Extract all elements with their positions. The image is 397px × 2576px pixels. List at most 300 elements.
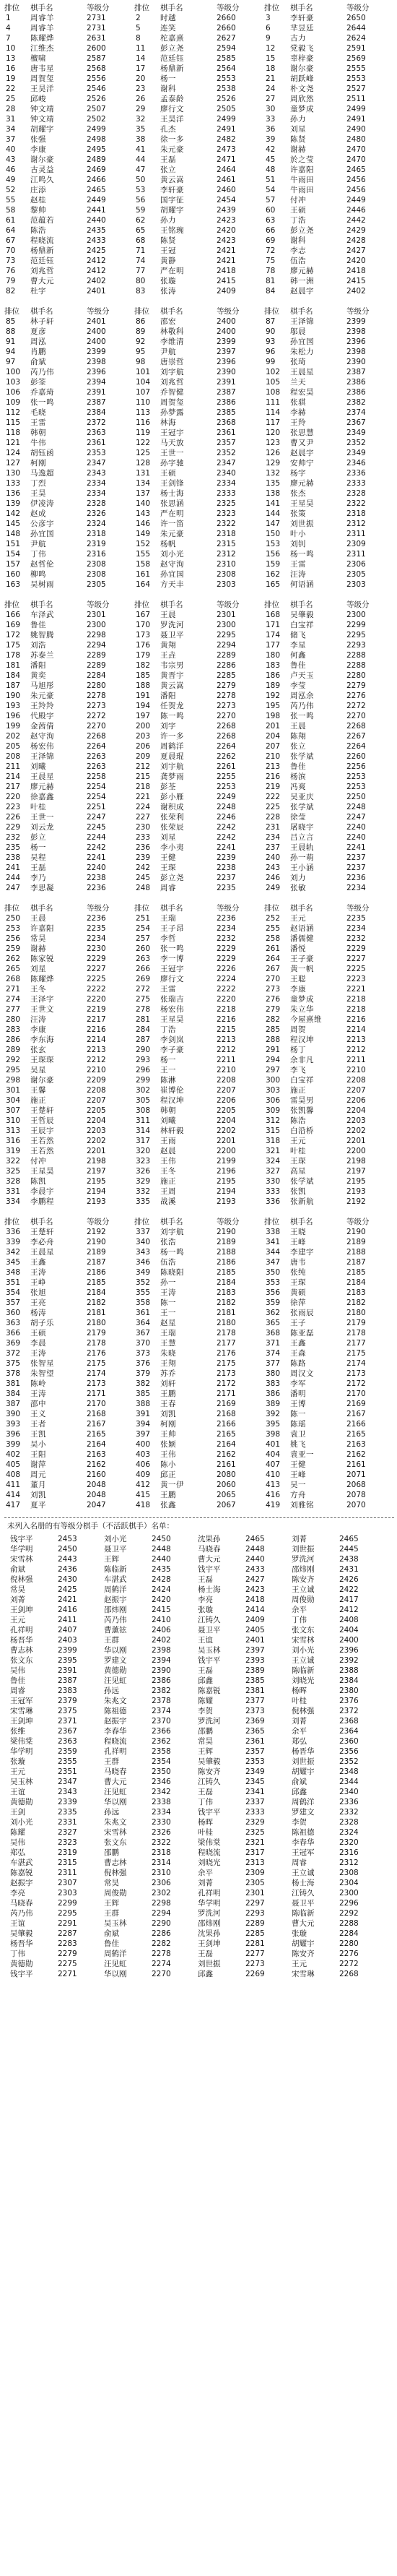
rating-cell: 2326 <box>87 509 106 518</box>
player-name-cell: 潘阳 <box>30 661 46 670</box>
rank-cell: 208 <box>6 752 21 761</box>
player-header: 棋手名 <box>290 4 313 12</box>
rank-cell: 370 <box>136 1339 151 1348</box>
player-header: 棋手名 <box>290 600 313 609</box>
player-name-cell: 钱宇平 <box>10 1535 33 1543</box>
rating-cell: 2207 <box>217 1086 236 1095</box>
rank-cell: 59 <box>136 206 146 215</box>
rating-cell: 2298 <box>87 631 106 639</box>
rank-cell: 234 <box>266 833 281 842</box>
rank-cell: 121 <box>6 439 21 447</box>
rank-cell: 100 <box>6 368 21 376</box>
player-header: 棋手名 <box>290 307 313 316</box>
rating-cell: 2372 <box>339 1707 359 1715</box>
player-name-cell: 曹大元 <box>30 277 54 285</box>
table-row <box>4 1379 394 1389</box>
player-name-cell: 王雨 <box>160 1137 176 1145</box>
rating-cell: 2391 <box>58 1666 77 1675</box>
rank-header: 排位 <box>264 1218 279 1226</box>
rating-cell: 2289 <box>87 661 106 670</box>
rating-cell: 2065 <box>217 1491 236 1499</box>
rating-cell: 2440 <box>87 216 106 225</box>
rank-cell: 285 <box>266 1025 281 1034</box>
rank-cell: 323 <box>136 1157 151 1166</box>
rank-cell: 346 <box>136 1258 151 1267</box>
rating-cell: 2433 <box>245 1565 265 1574</box>
player-name-cell: 王剑坤 <box>10 1717 33 1726</box>
player-name-cell: 陈一鸣 <box>160 712 184 720</box>
rating-cell: 2164 <box>87 1440 106 1449</box>
player-name-cell: 伊凌涛 <box>30 499 54 508</box>
player-name-cell: 孙一 <box>160 1278 176 1287</box>
player-name-cell: 王周 <box>160 1187 176 1196</box>
player-name-cell: 刘世振 <box>292 1545 315 1554</box>
player-name-cell: 林敬科 <box>160 327 184 336</box>
rank-cell: 287 <box>136 1035 151 1044</box>
rating-cell: 2401 <box>87 317 106 326</box>
rating-cell: 2388 <box>339 1666 359 1675</box>
rating-cell: 2286 <box>217 661 236 670</box>
player-name-cell: 王雷 <box>160 985 176 994</box>
rating-cell: 2397 <box>217 348 236 356</box>
player-name-cell: 胡耀宇 <box>292 1767 315 1776</box>
player-name-cell: 李哲 <box>160 934 176 943</box>
player-name-cell: 王垚 <box>160 651 176 660</box>
player-name-cell: 罗洗河 <box>198 1909 221 1918</box>
player-name-cell: 孙梦露 <box>160 408 184 417</box>
rating-cell: 2174 <box>87 1369 106 1378</box>
rating-cell: 2326 <box>152 1828 171 1837</box>
player-header: 棋手名 <box>30 904 53 913</box>
player-name-cell: 王伟 <box>160 1157 176 1166</box>
rating-cell: 2268 <box>339 1970 359 1978</box>
rank-cell: 83 <box>136 287 146 296</box>
rating-cell: 2180 <box>87 1319 106 1327</box>
player-name-cell: 王者 <box>30 1420 46 1429</box>
player-name-cell: 赵桂 <box>30 196 46 204</box>
player-name-cell: 王硕 <box>160 469 176 478</box>
player-name-cell: 徐嘉鑫 <box>30 793 54 801</box>
rating-cell: 2363 <box>87 428 106 437</box>
rank-cell: 359 <box>266 1298 281 1307</box>
rank-cell: 105 <box>266 378 281 387</box>
rating-cell: 2212 <box>87 1056 106 1064</box>
player-name-cell: 曹又尹 <box>290 439 314 447</box>
table-row <box>4 1095 394 1106</box>
table-row <box>4 782 394 792</box>
rating-header: 等级分 <box>87 1218 110 1226</box>
rating-cell: 2393 <box>245 1656 265 1665</box>
rating-cell: 2469 <box>87 165 106 174</box>
rating-cell: 2333 <box>217 489 236 498</box>
player-name-cell: 王翔 <box>160 1359 176 1368</box>
rank-cell: 135 <box>266 479 281 488</box>
player-name-cell: 汪涛 <box>290 570 306 579</box>
player-name-cell: 黄静 <box>160 257 176 265</box>
rating-cell: 2212 <box>217 1046 236 1054</box>
player-name-cell: 常昊 <box>104 1879 119 1887</box>
player-name-cell: 王瑞 <box>160 914 176 923</box>
rank-cell: 300 <box>266 1076 281 1085</box>
rank-cell: 90 <box>266 327 276 336</box>
player-name-cell: 陈瑶 <box>290 1420 306 1429</box>
rating-cell: 2631 <box>87 34 106 43</box>
player-name-cell: 曹志林 <box>10 1646 33 1655</box>
player-name-cell: 汪涛 <box>30 1015 46 1024</box>
rank-cell: 231 <box>266 823 281 832</box>
rank-cell: 162 <box>266 570 281 579</box>
rating-cell: 2168 <box>87 1410 106 1418</box>
player-name-cell: 苏泰兰 <box>30 651 54 660</box>
rating-cell: 2450 <box>58 1545 77 1554</box>
rating-cell: 2357 <box>245 1747 265 1756</box>
rating-cell: 2334 <box>152 1808 171 1817</box>
player-name-cell: 吴星 <box>30 1066 46 1074</box>
player-name-cell: 潘儒健 <box>290 934 314 943</box>
rank-cell: 360 <box>6 1309 21 1317</box>
rating-cell: 2380 <box>339 1687 359 1695</box>
inactive-row <box>10 1534 385 1544</box>
player-name-cell: 廖行文 <box>160 105 184 113</box>
player-name-cell: 王涛 <box>160 1288 176 1297</box>
player-name-cell: 赵语涵 <box>290 924 314 933</box>
player-name-cell: 李春华 <box>104 1727 127 1736</box>
rank-cell: 322 <box>6 1157 21 1166</box>
player-name-cell: 聂卫平 <box>104 1545 127 1554</box>
rating-cell: 2440 <box>152 1555 171 1564</box>
rank-cell: 288 <box>266 1035 281 1044</box>
rating-cell: 2234 <box>346 884 366 892</box>
rating-cell: 2202 <box>217 1127 236 1135</box>
rating-cell: 2197 <box>346 1167 366 1176</box>
rating-cell: 2238 <box>217 863 236 872</box>
rating-cell: 2473 <box>217 145 236 154</box>
rating-cell: 2193 <box>217 1197 236 1206</box>
player-name-cell: 古力 <box>290 34 306 43</box>
player-name-cell: 陈临新 <box>292 1666 315 1675</box>
rating-cell: 2202 <box>346 1127 366 1135</box>
rating-cell: 2263 <box>87 752 106 761</box>
rating-cell: 2300 <box>217 621 236 629</box>
rating-cell: 2400 <box>217 317 236 326</box>
table-row <box>4 559 394 569</box>
table-row <box>4 225 394 236</box>
rating-cell: 2305 <box>87 580 106 589</box>
rating-cell: 2436 <box>58 1565 77 1574</box>
player-name-cell: 周鹤洋 <box>104 1950 127 1958</box>
rating-header: 等级分 <box>87 904 110 913</box>
rating-cell: 2214 <box>346 1025 366 1034</box>
rating-cell: 2441 <box>87 206 106 215</box>
player-name-cell: 兰天 <box>290 378 306 387</box>
inactive-row <box>10 1929 385 1939</box>
player-name-cell: 李东海 <box>30 1035 54 1044</box>
rank-cell: 157 <box>6 560 21 569</box>
table-row <box>4 539 394 549</box>
rank-cell: 402 <box>6 1450 21 1459</box>
rank-cell: 17 <box>136 64 146 73</box>
rank-cell: 361 <box>136 1309 151 1317</box>
table-row <box>4 1439 394 1449</box>
rating-cell: 2241 <box>346 843 366 852</box>
player-name-cell: 朱元豪 <box>160 145 184 154</box>
rating-cell: 2416 <box>58 1606 77 1614</box>
rating-cell: 2312 <box>339 1858 359 1867</box>
rating-cell: 2248 <box>217 803 236 811</box>
rank-cell: 38 <box>136 135 146 144</box>
rating-cell: 2328 <box>87 499 106 508</box>
rating-cell: 2229 <box>217 955 236 963</box>
inactive-row <box>10 1655 385 1666</box>
player-name-cell: 陈岭 <box>30 1379 46 1388</box>
rank-header: 排位 <box>4 307 19 316</box>
rating-cell: 2210 <box>217 1066 236 1074</box>
player-name-cell: 丁伟 <box>10 1950 25 1958</box>
rank-cell: 56 <box>136 196 146 204</box>
rating-cell: 2344 <box>339 1778 359 1786</box>
rating-cell: 2272 <box>339 1960 359 1968</box>
player-name-cell: 李思凝 <box>30 884 54 892</box>
rating-cell: 2319 <box>87 540 106 548</box>
player-name-cell: 宋雪林 <box>10 1555 33 1564</box>
rank-cell: 46 <box>6 165 16 174</box>
rating-cell: 2047 <box>87 1501 106 1509</box>
player-name-cell: 许嘉阳 <box>290 165 314 174</box>
table-row <box>4 84 394 94</box>
rating-cell: 2353 <box>245 1757 265 1766</box>
player-name-cell: 曹大元 <box>292 1919 315 1928</box>
table-row <box>4 994 394 1004</box>
player-name-cell: 余非凡 <box>290 1056 314 1064</box>
player-name-cell: 罗建文 <box>104 1656 127 1665</box>
rating-cell: 2527 <box>346 85 366 93</box>
inactive-players-title: 未列入名册的有等级分棋手（不活跃棋手）名单： <box>7 1522 174 1530</box>
player-name-cell: 张敏 <box>290 884 306 892</box>
rank-cell: 291 <box>266 1046 281 1054</box>
player-name-cell: 刘宇航 <box>160 1228 184 1236</box>
player-name-cell: 王晨轨 <box>290 843 314 852</box>
rank-cell: 149 <box>136 530 151 538</box>
rating-cell: 2176 <box>217 1349 236 1358</box>
table-row <box>4 984 394 994</box>
rank-cell: 345 <box>6 1258 21 1267</box>
player-name-cell: 刘菁 <box>292 1717 307 1726</box>
rank-cell: 163 <box>6 580 21 589</box>
rank-cell: 246 <box>266 874 281 882</box>
table-row <box>4 1480 394 1490</box>
rank-cell: 264 <box>266 955 281 963</box>
table-row <box>4 1156 394 1166</box>
rating-cell: 2470 <box>346 145 366 154</box>
rank-cell: 244 <box>6 874 21 882</box>
rating-cell: 2293 <box>245 1909 265 1918</box>
rating-cell: 2421 <box>217 246 236 255</box>
player-name-cell: 曹大元 <box>104 1778 127 1786</box>
rating-cell: 2425 <box>87 246 106 255</box>
player-name-cell: 付冲 <box>290 196 306 204</box>
block-spacer <box>4 1207 394 1217</box>
rank-cell: 132 <box>266 469 281 478</box>
player-name-cell: 连笑 <box>160 24 176 33</box>
player-name-cell: 张鑫 <box>160 1501 176 1509</box>
rank-cell: 188 <box>136 681 151 690</box>
rank-cell: 340 <box>136 1238 151 1246</box>
rank-cell: 365 <box>266 1319 281 1327</box>
player-name-cell: 唐韦星 <box>30 64 54 73</box>
rank-cell: 117 <box>266 418 281 427</box>
inactive-row <box>10 1706 385 1716</box>
player-name-cell: 赵振宇 <box>104 1595 127 1604</box>
rating-cell: 2414 <box>245 1606 265 1614</box>
player-name-cell: 吴程 <box>30 853 46 862</box>
rating-cell: 2401 <box>245 1636 265 1645</box>
player-name-cell: 王晨星 <box>30 1248 54 1257</box>
inactive-row <box>10 1554 385 1564</box>
rank-cell: 164 <box>136 580 151 589</box>
rating-cell: 2186 <box>217 1258 236 1267</box>
rating-cell: 2172 <box>217 1379 236 1388</box>
player-name-cell: 杨帆 <box>160 540 176 548</box>
rating-cell: 2410 <box>152 1616 171 1624</box>
table-row <box>4 53 394 64</box>
rating-cell: 2587 <box>87 54 106 63</box>
block-spacer <box>4 590 394 600</box>
player-name-cell: 程晓流 <box>198 1848 221 1857</box>
rating-cell: 2226 <box>217 965 236 973</box>
player-name-cell: 梁伟棠 <box>198 1838 221 1847</box>
rating-cell: 2411 <box>58 1616 77 1624</box>
table-row <box>4 1197 394 1207</box>
player-name-cell: 彭立尧 <box>160 44 184 53</box>
rating-cell: 2164 <box>217 1440 236 1449</box>
rank-cell: 47 <box>136 165 146 174</box>
player-name-cell: 卢天玉 <box>290 671 314 680</box>
player-name-cell: 谢积成 <box>160 803 184 811</box>
rating-cell: 2175 <box>87 1359 106 1368</box>
player-name-cell: 陈小 <box>160 1460 176 1469</box>
rank-cell: 169 <box>6 621 21 629</box>
rating-cell: 2180 <box>217 1319 236 1327</box>
player-header: 棋手名 <box>30 1218 53 1226</box>
player-name-cell: 张荣辰 <box>160 823 184 832</box>
rating-cell: 2195 <box>217 1177 236 1186</box>
player-name-cell: 白宝祥 <box>290 621 314 629</box>
player-name-cell: 江鸣久 <box>30 176 54 184</box>
rating-cell: 2439 <box>217 206 236 215</box>
inactive-row <box>10 1635 385 1645</box>
rank-cell: 242 <box>136 863 151 872</box>
player-name-cell: 周俊勋 <box>104 1889 127 1897</box>
rating-cell: 2357 <box>217 439 236 447</box>
player-name-cell: 周鹤洋 <box>292 1798 315 1806</box>
rank-cell: 329 <box>136 1177 151 1186</box>
rating-cell: 2374 <box>346 408 366 417</box>
spacer-cell <box>4 590 394 600</box>
player-name-cell: 张玄 <box>30 1046 46 1054</box>
table-row <box>4 1490 394 1500</box>
rating-cell: 2323 <box>58 1838 77 1847</box>
player-name-cell: 张瑞吉 <box>160 995 184 1004</box>
player-name-cell: 车泽武 <box>30 611 54 619</box>
player-name-cell: 孔祥明 <box>104 1747 127 1756</box>
rating-header: 等级分 <box>217 307 240 316</box>
rating-cell: 2242 <box>217 823 236 832</box>
player-header: 棋手名 <box>30 4 53 12</box>
rank-cell: 68 <box>136 236 146 245</box>
player-name-cell: 陈嘉锐 <box>10 1869 33 1877</box>
rating-cell: 2290 <box>152 1919 171 1928</box>
rank-cell: 209 <box>136 752 151 761</box>
inactive-row <box>10 1959 385 1969</box>
rating-cell: 2383 <box>58 1687 77 1695</box>
player-name-cell: 陈路 <box>290 1359 306 1368</box>
rank-cell: 271 <box>6 985 21 994</box>
table-row <box>4 1166 394 1176</box>
inactive-players-table <box>10 1534 385 1979</box>
rank-cell: 84 <box>266 287 276 296</box>
table-row <box>4 155 394 165</box>
rank-cell: 80 <box>136 277 146 285</box>
inactive-row <box>10 1827 385 1838</box>
rating-cell: 2449 <box>87 196 106 204</box>
rank-cell: 330 <box>266 1177 281 1186</box>
player-name-cell: 胡钰函 <box>30 449 54 457</box>
rating-cell: 2195 <box>346 1177 366 1186</box>
rank-cell: 185 <box>136 671 151 680</box>
rank-cell: 348 <box>6 1268 21 1277</box>
rating-cell: 2397 <box>245 1646 265 1655</box>
rating-cell: 2340 <box>217 469 236 478</box>
player-name-cell: 尹航 <box>160 348 176 356</box>
rating-cell: 2253 <box>217 783 236 791</box>
player-name-cell: 张荣利 <box>160 813 184 822</box>
rank-cell: 324 <box>266 1157 281 1166</box>
rank-cell: 352 <box>136 1278 151 1287</box>
player-name-cell: 林海 <box>160 418 176 427</box>
rating-cell: 2234 <box>87 934 106 943</box>
rank-cell: 183 <box>266 661 281 670</box>
player-name-cell: 彭筌 <box>30 378 46 387</box>
rank-cell: 216 <box>266 772 281 781</box>
rank-cell: 417 <box>6 1501 21 1509</box>
player-name-cell: 王谊 <box>198 1636 213 1645</box>
rating-cell: 2163 <box>87 1450 106 1459</box>
player-name-cell: 邵宏 <box>160 317 176 326</box>
table-row <box>4 640 394 650</box>
player-name-cell: 辜梓豪 <box>290 54 314 63</box>
table-row <box>4 1257 394 1267</box>
rating-cell: 2406 <box>152 1626 171 1634</box>
player-name-cell: 马晓春 <box>10 1899 33 1908</box>
rank-cell: 321 <box>266 1147 281 1155</box>
player-name-cell: 王辉 <box>104 1899 119 1908</box>
player-name-cell: 邵炜刚 <box>292 1565 315 1574</box>
rank-cell: 245 <box>136 874 151 882</box>
rank-cell: 265 <box>6 965 21 973</box>
rating-cell: 2169 <box>217 1400 236 1408</box>
rating-cell: 2239 <box>217 853 236 862</box>
rank-cell: 128 <box>136 459 151 468</box>
rating-cell: 2660 <box>217 24 236 33</box>
rating-cell: 2442 <box>346 216 366 225</box>
rank-cell: 389 <box>266 1400 281 1408</box>
player-name-cell: 张凯 <box>290 1187 306 1196</box>
player-name-cell: 王磊 <box>198 1788 213 1796</box>
player-name-cell: 方天丰 <box>160 580 184 589</box>
player-name-cell: 王群 <box>104 1909 119 1918</box>
rating-cell: 2302 <box>152 1889 171 1897</box>
rating-cell: 2362 <box>152 1737 171 1746</box>
